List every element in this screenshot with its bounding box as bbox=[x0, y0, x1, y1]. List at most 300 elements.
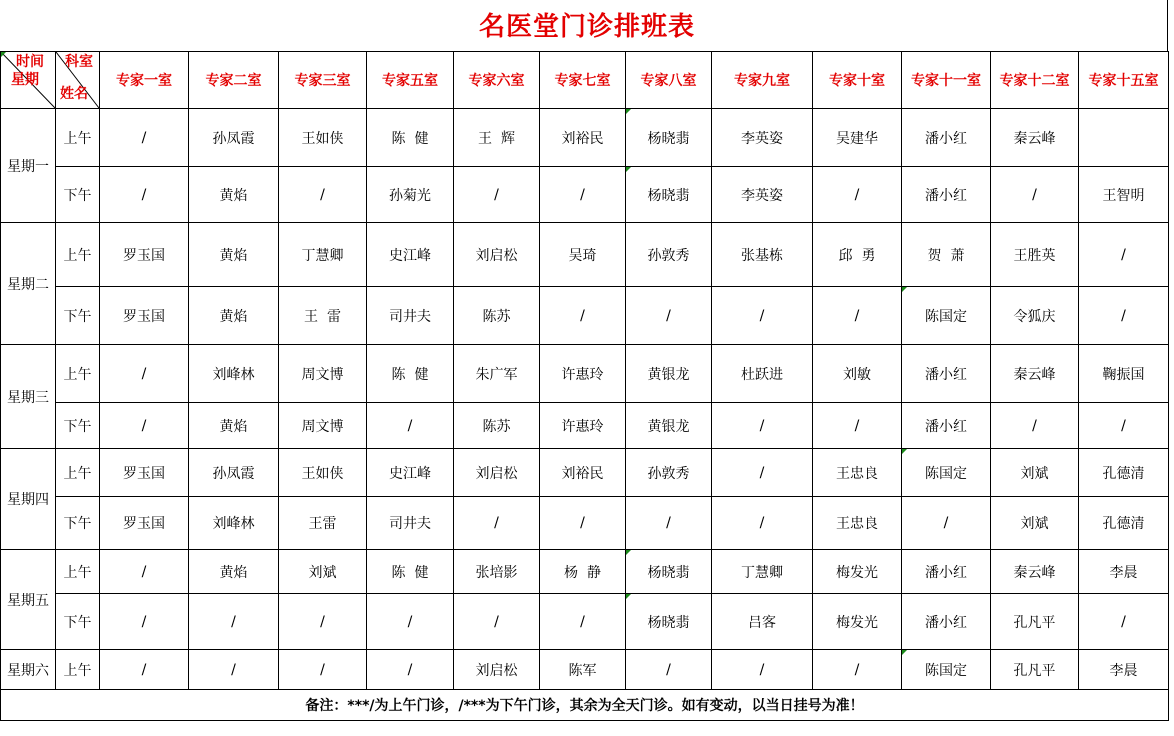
doctor-cell bbox=[626, 650, 712, 690]
doctor-cell bbox=[367, 550, 454, 594]
corner-day-label: 星期 bbox=[11, 72, 39, 88]
doctor-cell bbox=[454, 345, 540, 403]
doctor-cell bbox=[189, 650, 279, 690]
doctor-name: / bbox=[759, 417, 765, 434]
schedule-row bbox=[1, 497, 1169, 550]
doctor-name: / bbox=[141, 186, 147, 203]
doctor-cell bbox=[100, 109, 189, 167]
doctor-name: / bbox=[1121, 246, 1126, 263]
doctor-cell bbox=[454, 594, 540, 650]
doctor-name: / bbox=[943, 515, 949, 531]
doctor-cell bbox=[813, 550, 902, 594]
doctor-cell bbox=[712, 550, 813, 594]
doctor-cell bbox=[454, 650, 540, 690]
doctor-name: 刘启松 bbox=[475, 247, 518, 264]
doctor-cell bbox=[712, 497, 813, 550]
doctor-cell bbox=[100, 594, 189, 650]
doctor-cell bbox=[279, 287, 367, 345]
room-header: 专家九室 bbox=[712, 52, 813, 109]
doctor-cell bbox=[1079, 287, 1169, 345]
doctor-name: 陈 健 bbox=[391, 130, 429, 147]
doctor-name: / bbox=[854, 417, 860, 434]
doctor-cell bbox=[813, 449, 902, 497]
doctor-cell bbox=[540, 167, 626, 223]
doctor-cell bbox=[712, 167, 813, 223]
schedule-row bbox=[1, 594, 1169, 650]
doctor-name: 黄银龙 bbox=[647, 366, 690, 383]
doctor-name: / bbox=[666, 307, 671, 324]
doctor-name: 刘启松 bbox=[475, 662, 518, 679]
doctor-cell bbox=[902, 594, 991, 650]
doctor-cell bbox=[540, 109, 626, 167]
doctor-cell bbox=[902, 287, 991, 345]
doctor-cell bbox=[367, 167, 454, 223]
doctor-name: 刘启松 bbox=[475, 465, 518, 482]
doctor-cell bbox=[189, 497, 279, 550]
doctor-cell bbox=[626, 594, 712, 650]
doctor-name: / bbox=[141, 661, 147, 678]
cell-marker bbox=[902, 650, 907, 655]
doctor-name: 贺 萧 bbox=[927, 247, 965, 264]
session-cell: 上午 bbox=[56, 550, 100, 594]
doctor-cell bbox=[100, 287, 189, 345]
doctor-cell bbox=[991, 167, 1079, 223]
doctor-name: 潘小红 bbox=[925, 564, 967, 581]
doctor-name: 杜跃进 bbox=[741, 366, 783, 383]
doctor-name: 潘小红 bbox=[925, 366, 967, 383]
cell-marker bbox=[902, 287, 907, 292]
doctor-name: 孙凤霞 bbox=[212, 130, 255, 147]
doctor-name: / bbox=[759, 661, 765, 678]
doctor-name: 王如侠 bbox=[301, 130, 344, 147]
header-row bbox=[1, 52, 1169, 109]
doctor-cell bbox=[540, 594, 626, 650]
doctor-name: 秦云峰 bbox=[1013, 366, 1056, 383]
doctor-name: 秦云峰 bbox=[1013, 130, 1056, 147]
doctor-cell bbox=[991, 497, 1079, 550]
corner-cell-time-day bbox=[1, 52, 56, 109]
doctor-cell bbox=[991, 650, 1079, 690]
doctor-name: 刘斌 bbox=[1020, 516, 1049, 532]
doctor-name: / bbox=[580, 186, 585, 203]
doctor-cell bbox=[367, 594, 454, 650]
room-header: 专家一室 bbox=[100, 52, 189, 109]
doctor-cell bbox=[540, 345, 626, 403]
schedule-row bbox=[1, 650, 1169, 690]
room-header: 专家七室 bbox=[540, 52, 626, 109]
doctor-name: / bbox=[759, 464, 765, 481]
doctor-cell bbox=[902, 449, 991, 497]
doctor-cell bbox=[626, 550, 712, 594]
doctor-name: / bbox=[320, 613, 325, 630]
doctor-name: 王智明 bbox=[1102, 187, 1145, 204]
doctor-cell bbox=[626, 287, 712, 345]
doctor-cell bbox=[991, 345, 1079, 403]
doctor-cell bbox=[712, 223, 813, 287]
doctor-name: 罗玉国 bbox=[123, 516, 165, 532]
schedule-row bbox=[1, 403, 1169, 449]
doctor-name: / bbox=[407, 417, 413, 434]
doctor-cell bbox=[540, 287, 626, 345]
doctor-name: 李晨 bbox=[1109, 662, 1138, 679]
day-cell: 星期六 bbox=[1, 650, 56, 690]
session-cell: 下午 bbox=[56, 287, 100, 345]
doctor-name: 许惠玲 bbox=[561, 366, 604, 383]
doctor-cell bbox=[626, 497, 712, 550]
doctor-name: 王忠良 bbox=[836, 516, 878, 532]
doctor-name: 陈国定 bbox=[925, 662, 967, 679]
doctor-cell bbox=[279, 109, 367, 167]
session-cell: 下午 bbox=[56, 403, 100, 449]
doctor-name: / bbox=[231, 661, 236, 678]
doctor-cell bbox=[367, 109, 454, 167]
doctor-name: 丁慧卿 bbox=[741, 564, 783, 581]
doctor-cell bbox=[454, 550, 540, 594]
doctor-cell bbox=[279, 449, 367, 497]
doctor-cell bbox=[813, 594, 902, 650]
room-header: 专家五室 bbox=[367, 52, 454, 109]
doctor-name: 潘小红 bbox=[925, 130, 967, 147]
doctor-cell bbox=[813, 287, 902, 345]
doctor-cell bbox=[454, 403, 540, 449]
doctor-cell bbox=[189, 109, 279, 167]
doctor-name: 陈国定 bbox=[925, 308, 967, 325]
schedule-row bbox=[1, 223, 1169, 287]
doctor-name: 王胜英 bbox=[1013, 247, 1056, 264]
doctor-cell bbox=[454, 287, 540, 345]
doctor-cell bbox=[100, 167, 189, 223]
doctor-cell bbox=[712, 109, 813, 167]
doctor-name: 刘敏 bbox=[843, 366, 871, 383]
doctor-cell bbox=[279, 223, 367, 287]
doctor-name: / bbox=[231, 613, 236, 630]
doctor-cell bbox=[626, 403, 712, 449]
doctor-cell bbox=[991, 449, 1079, 497]
room-header: 专家八室 bbox=[626, 52, 712, 109]
doctor-cell bbox=[367, 650, 454, 690]
doctor-name: / bbox=[854, 661, 860, 678]
session-cell: 上午 bbox=[56, 223, 100, 287]
doctor-name: 鞠振国 bbox=[1102, 366, 1145, 383]
doctor-name: 陈苏 bbox=[482, 308, 511, 325]
doctor-name: / bbox=[1121, 417, 1126, 434]
doctor-cell bbox=[712, 345, 813, 403]
doctor-name: 孙凤霞 bbox=[212, 465, 255, 482]
doctor-cell bbox=[1079, 345, 1169, 403]
doctor-name: / bbox=[666, 515, 671, 531]
doctor-cell bbox=[279, 594, 367, 650]
doctor-name: 刘斌 bbox=[308, 564, 337, 581]
doctor-cell bbox=[902, 223, 991, 287]
doctor-name: / bbox=[407, 613, 413, 630]
doctor-name: 黄焰 bbox=[219, 564, 248, 581]
doctor-name: / bbox=[1032, 417, 1037, 434]
doctor-cell bbox=[626, 449, 712, 497]
schedule-table bbox=[0, 51, 1169, 721]
doctor-name: 陈国定 bbox=[925, 465, 967, 482]
doctor-name: 罗玉国 bbox=[123, 247, 165, 264]
doctor-cell bbox=[991, 223, 1079, 287]
doctor-cell bbox=[279, 550, 367, 594]
doctor-cell bbox=[1079, 497, 1169, 550]
doctor-cell bbox=[540, 650, 626, 690]
doctor-cell bbox=[813, 497, 902, 550]
doctor-cell bbox=[626, 345, 712, 403]
day-cell: 星期一 bbox=[1, 109, 56, 223]
doctor-cell bbox=[902, 345, 991, 403]
doctor-name: / bbox=[494, 613, 499, 630]
doctor-name: 王雷 bbox=[308, 516, 337, 532]
doctor-name: / bbox=[580, 613, 585, 630]
doctor-name: 王忠良 bbox=[836, 465, 878, 482]
doctor-name: / bbox=[141, 365, 147, 382]
doctor-cell bbox=[1079, 109, 1169, 167]
doctor-name: 刘裕民 bbox=[561, 130, 604, 147]
corner-dept-label: 科室 bbox=[65, 54, 93, 70]
doctor-name: 黄焰 bbox=[219, 308, 248, 325]
doctor-cell bbox=[279, 345, 367, 403]
doctor-cell bbox=[540, 449, 626, 497]
doctor-cell bbox=[902, 109, 991, 167]
room-header: 专家二室 bbox=[189, 52, 279, 109]
day-cell: 星期四 bbox=[1, 449, 56, 550]
doctor-name: 王 雷 bbox=[304, 308, 341, 325]
doctor-cell bbox=[712, 650, 813, 690]
doctor-name: / bbox=[141, 129, 147, 146]
doctor-name: 杨晓翡 bbox=[647, 187, 690, 204]
doctor-name: 吴琦 bbox=[568, 247, 597, 264]
session-cell: 上午 bbox=[56, 345, 100, 403]
cell-marker bbox=[626, 550, 631, 555]
doctor-name: 刘斌 bbox=[1020, 465, 1049, 482]
doctor-cell bbox=[902, 497, 991, 550]
doctor-cell bbox=[189, 345, 279, 403]
doctor-name: 张基栋 bbox=[741, 247, 783, 264]
doctor-name: 孙敦秀 bbox=[647, 465, 690, 482]
doctor-cell bbox=[100, 223, 189, 287]
footer-note: 备注：***/为上午门诊，/***为下午门诊，其余为全天门诊。如有变动，以当日挂号为准！ bbox=[1, 690, 1169, 721]
doctor-cell bbox=[189, 167, 279, 223]
doctor-cell bbox=[367, 345, 454, 403]
doctor-cell bbox=[712, 403, 813, 449]
doctor-name: 丁慧卿 bbox=[301, 247, 344, 264]
doctor-cell bbox=[540, 403, 626, 449]
doctor-name: 李英姿 bbox=[741, 130, 783, 147]
doctor-name: / bbox=[759, 307, 765, 324]
corner-cell-dept-name bbox=[56, 52, 100, 109]
doctor-cell bbox=[189, 287, 279, 345]
room-header: 专家十室 bbox=[813, 52, 902, 109]
doctor-name: 秦云峰 bbox=[1013, 564, 1056, 581]
doctor-cell bbox=[454, 167, 540, 223]
doctor-name: 孙菊光 bbox=[389, 187, 431, 204]
doctor-cell bbox=[367, 287, 454, 345]
doctor-name: / bbox=[494, 515, 499, 531]
doctor-cell bbox=[712, 594, 813, 650]
doctor-name: 潘小红 bbox=[925, 418, 967, 435]
doctor-cell bbox=[1079, 449, 1169, 497]
cell-marker bbox=[626, 167, 631, 172]
doctor-name: 周文博 bbox=[301, 366, 344, 383]
doctor-cell bbox=[1079, 403, 1169, 449]
doctor-name: 邱 勇 bbox=[838, 247, 876, 264]
doctor-cell bbox=[279, 497, 367, 550]
doctor-name: 孙敦秀 bbox=[647, 247, 690, 264]
doctor-name: / bbox=[666, 661, 671, 678]
doctor-name: 黄焰 bbox=[219, 247, 248, 264]
doctor-cell bbox=[991, 109, 1079, 167]
doctor-name: 李英姿 bbox=[741, 187, 783, 204]
doctor-name: 孔凡平 bbox=[1013, 662, 1056, 679]
doctor-name: 孔德清 bbox=[1102, 465, 1145, 482]
session-cell: 下午 bbox=[56, 167, 100, 223]
doctor-name: 陈军 bbox=[568, 662, 597, 679]
doctor-name: 张培影 bbox=[475, 564, 518, 581]
doctor-name: / bbox=[580, 515, 585, 531]
room-header: 专家十五室 bbox=[1079, 52, 1169, 109]
doctor-cell bbox=[902, 167, 991, 223]
doctor-cell bbox=[902, 650, 991, 690]
doctor-name: 梅发光 bbox=[836, 564, 878, 581]
doctor-name: 周文博 bbox=[301, 418, 344, 435]
doctor-name: 刘峰林 bbox=[212, 366, 255, 383]
room-header: 专家三室 bbox=[279, 52, 367, 109]
doctor-name: 史江峰 bbox=[389, 247, 431, 264]
doctor-name: / bbox=[141, 613, 147, 630]
doctor-cell bbox=[189, 223, 279, 287]
doctor-name: 王 辉 bbox=[478, 130, 515, 147]
doctor-name: 罗玉国 bbox=[123, 465, 165, 482]
schedule-row bbox=[1, 109, 1169, 167]
cell-marker bbox=[902, 449, 907, 454]
doctor-cell bbox=[813, 223, 902, 287]
doctor-cell bbox=[540, 223, 626, 287]
doctor-cell bbox=[454, 497, 540, 550]
doctor-name: 司井夫 bbox=[389, 308, 431, 325]
doctor-name: / bbox=[580, 307, 585, 324]
room-header: 专家十一室 bbox=[902, 52, 991, 109]
doctor-cell bbox=[279, 167, 367, 223]
doctor-cell bbox=[540, 550, 626, 594]
doctor-name: / bbox=[759, 515, 765, 531]
doctor-cell bbox=[100, 449, 189, 497]
doctor-name: 潘小红 bbox=[925, 614, 967, 631]
doctor-name: / bbox=[1121, 613, 1126, 630]
session-cell: 上午 bbox=[56, 449, 100, 497]
doctor-cell bbox=[1079, 594, 1169, 650]
session-cell: 上午 bbox=[56, 109, 100, 167]
doctor-cell bbox=[279, 403, 367, 449]
doctor-cell bbox=[712, 287, 813, 345]
doctor-name: 黄银龙 bbox=[647, 418, 690, 435]
doctor-name: / bbox=[407, 661, 413, 678]
doctor-cell bbox=[1079, 650, 1169, 690]
schedule-row bbox=[1, 550, 1169, 594]
doctor-name: 黄焰 bbox=[219, 418, 248, 435]
schedule-row bbox=[1, 167, 1169, 223]
doctor-cell bbox=[1079, 167, 1169, 223]
doctor-name: 李晨 bbox=[1109, 564, 1138, 581]
doctor-cell bbox=[279, 650, 367, 690]
doctor-cell bbox=[367, 497, 454, 550]
doctor-name: / bbox=[1032, 186, 1037, 203]
corner-name-label: 姓名 bbox=[60, 86, 88, 102]
doctor-cell bbox=[712, 449, 813, 497]
doctor-name: 杨 静 bbox=[564, 564, 601, 581]
doctor-name: 许惠玲 bbox=[561, 418, 604, 435]
doctor-cell bbox=[991, 550, 1079, 594]
doctor-cell bbox=[1079, 550, 1169, 594]
room-header: 专家六室 bbox=[454, 52, 540, 109]
doctor-name: / bbox=[141, 417, 147, 434]
doctor-name: / bbox=[854, 307, 860, 324]
doctor-name: 吴建华 bbox=[836, 130, 878, 147]
doctor-name: 罗玉国 bbox=[123, 308, 165, 325]
doctor-cell bbox=[189, 594, 279, 650]
doctor-cell bbox=[367, 449, 454, 497]
doctor-cell bbox=[813, 109, 902, 167]
cell-marker bbox=[626, 594, 631, 599]
doctor-cell bbox=[454, 223, 540, 287]
session-cell: 下午 bbox=[56, 594, 100, 650]
doctor-cell bbox=[991, 403, 1079, 449]
doctor-cell bbox=[902, 550, 991, 594]
room-header: 专家十二室 bbox=[991, 52, 1079, 109]
doctor-cell bbox=[100, 345, 189, 403]
doctor-cell bbox=[626, 223, 712, 287]
doctor-cell bbox=[100, 650, 189, 690]
doctor-name: 黄焰 bbox=[219, 187, 248, 204]
doctor-cell bbox=[540, 497, 626, 550]
doctor-cell bbox=[189, 449, 279, 497]
day-cell: 星期五 bbox=[1, 550, 56, 650]
schedule-row bbox=[1, 287, 1169, 345]
doctor-name: 杨晓翡 bbox=[647, 130, 690, 147]
doctor-name: 陈 健 bbox=[391, 366, 429, 383]
day-cell: 星期二 bbox=[1, 223, 56, 345]
corner-time-label: 时间 bbox=[16, 54, 44, 70]
doctor-cell bbox=[454, 109, 540, 167]
doctor-name: / bbox=[320, 661, 325, 678]
doctor-name: 吕客 bbox=[748, 614, 776, 631]
doctor-name: / bbox=[141, 563, 147, 580]
doctor-cell bbox=[991, 594, 1079, 650]
schedule-row bbox=[1, 345, 1169, 403]
doctor-cell bbox=[189, 403, 279, 449]
doctor-cell bbox=[626, 109, 712, 167]
doctor-name: 朱广军 bbox=[475, 366, 518, 383]
doctor-cell bbox=[1079, 223, 1169, 287]
doctor-cell bbox=[367, 403, 454, 449]
doctor-cell bbox=[813, 167, 902, 223]
doctor-name: / bbox=[320, 186, 325, 203]
sheet-edge bbox=[1167, 0, 1168, 52]
doctor-cell bbox=[189, 550, 279, 594]
doctor-name: / bbox=[854, 186, 860, 203]
day-cell: 星期三 bbox=[1, 345, 56, 449]
doctor-name: 王如侠 bbox=[301, 465, 344, 482]
doctor-name: 陈 健 bbox=[391, 564, 429, 581]
doctor-cell bbox=[813, 403, 902, 449]
page-title: 名医堂门诊排班表 bbox=[478, 12, 695, 42]
doctor-name: 杨晓翡 bbox=[647, 564, 690, 581]
doctor-name: 孔凡平 bbox=[1013, 614, 1056, 631]
session-cell: 上午 bbox=[56, 650, 100, 690]
doctor-name: 杨晓翡 bbox=[647, 614, 690, 631]
doctor-cell bbox=[367, 223, 454, 287]
doctor-name: 刘裕民 bbox=[561, 465, 604, 482]
doctor-name: 陈苏 bbox=[482, 418, 511, 435]
